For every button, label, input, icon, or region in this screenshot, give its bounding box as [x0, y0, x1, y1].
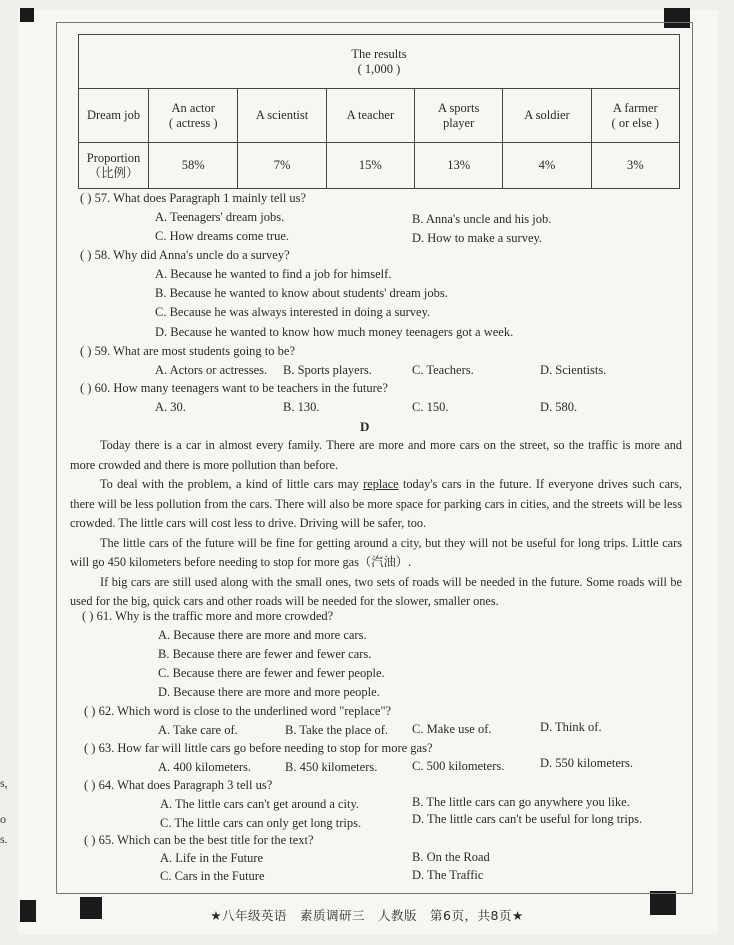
option-57-b[interactable]: B. Anna's uncle and his job.: [412, 212, 552, 226]
option-62-d[interactable]: D. Think of.: [540, 720, 602, 734]
job-name-extra: player: [443, 115, 475, 130]
question-58-stem: ( ) 58. Why did Anna's uncle do a survey?: [80, 248, 290, 262]
option-63-c[interactable]: C. 500 kilometers.: [412, 759, 505, 773]
proportion-value: 3%: [591, 143, 679, 189]
job-name: A farmer: [612, 100, 658, 115]
job-cell: [149, 89, 238, 143]
option-65-b[interactable]: B. On the Road: [412, 850, 490, 864]
option-64-a[interactable]: A. The little cars can't get around a city.: [160, 797, 360, 811]
job-name: A soldier: [524, 108, 570, 122]
job-name: A scientist: [255, 108, 309, 122]
option-57-d[interactable]: D. How to make a survey.: [412, 231, 543, 245]
option-65-a[interactable]: A. Life in the Future: [160, 851, 264, 865]
question-60-stem: ( ) 60. How many teenagers want to be teachers in the future?: [80, 381, 388, 395]
option-64-b[interactable]: B. The little cars can go anywhere you like.: [412, 795, 630, 809]
margin-mark: s.: [0, 832, 8, 846]
option-58-c[interactable]: C. Because he was always interested in doing a survey.: [155, 305, 431, 319]
paragraph-2: [70, 475, 682, 534]
question-61-stem: ( ) 61. Why is the traffic more and more crowded?: [82, 609, 334, 623]
option-63-b[interactable]: B. 450 kilometers.: [285, 760, 378, 774]
option-59-a[interactable]: A. Actors or actresses.: [155, 363, 268, 377]
paragraph-2-after: today's cars in the future. If everyone drives such cars, there will be less pollution from the cars. There will also be more space for parking cars in cities, and the streets will be less crowded. The little cars will cost less to drive. Driving will be safer, too.: [70, 477, 682, 530]
job-name: A sports: [437, 100, 480, 115]
option-57-c[interactable]: C. How dreams come true.: [155, 229, 289, 243]
option-62-a[interactable]: A. Take care of.: [158, 723, 238, 737]
option-57-a[interactable]: A. Teenagers' dream jobs.: [155, 210, 285, 224]
question-65-stem: ( ) 65. Which can be the best title for the text?: [84, 833, 314, 847]
option-60-c[interactable]: C. 150.: [412, 400, 449, 414]
job-name-extra: ( or else ): [611, 115, 660, 130]
row-header-dream-job: Dream job: [79, 89, 149, 143]
option-60-d[interactable]: D. 580.: [540, 400, 578, 414]
option-59-d[interactable]: D. Scientists.: [540, 363, 607, 377]
option-59-b[interactable]: B. Sports players.: [283, 363, 372, 377]
job-cell: [326, 89, 414, 143]
question-64-stem: ( ) 64. What does Paragraph 3 tell us?: [84, 778, 273, 792]
option-62-c[interactable]: C. Make use of.: [412, 722, 492, 736]
proportion-value: 15%: [326, 143, 414, 189]
margin-mark: s,: [0, 776, 8, 790]
job-cell: [591, 89, 679, 143]
paragraph-2-before: To deal with the problem, a kind of little cars may: [100, 477, 364, 491]
question-57-stem: ( ) 57. What does Paragraph 1 mainly tell us?: [80, 191, 307, 205]
option-65-c[interactable]: C. Cars in the Future: [160, 869, 265, 883]
proportion-label: Proportion: [86, 150, 141, 165]
option-62-b[interactable]: B. Take the place of.: [285, 723, 389, 737]
option-61-a[interactable]: A. Because there are more and more cars.: [158, 628, 367, 642]
table-subtitle: ( 1,000 ): [357, 61, 401, 76]
option-65-d[interactable]: D. The Traffic: [412, 868, 484, 882]
option-58-a[interactable]: A. Because he wanted to find a job for himself.: [155, 267, 392, 281]
option-60-b[interactable]: B. 130.: [283, 400, 320, 414]
option-61-c[interactable]: C. Because there are fewer and fewer people.: [158, 666, 385, 680]
table-title-cell: [79, 35, 680, 89]
option-63-a[interactable]: A. 400 kilometers.: [158, 760, 252, 774]
table-title: The results: [351, 46, 407, 61]
proportion-label-cn: （比例）: [88, 165, 139, 180]
underlined-word: replace: [363, 477, 399, 491]
option-64-d[interactable]: D. The little cars can't be useful for long trips.: [412, 812, 643, 826]
row-header-proportion: [79, 143, 149, 189]
job-cell: [415, 89, 503, 143]
job-name: A teacher: [346, 108, 395, 122]
option-60-a[interactable]: A. 30.: [155, 400, 186, 414]
section-heading: D: [360, 419, 370, 434]
paragraph-3: The little cars of the future will be fine for getting around a city, but they will not be useful for long trips. Little cars will go 450 kilometers before needing to stop for more gas（汽油）.: [70, 535, 682, 569]
proportion-value: 7%: [238, 143, 326, 189]
question-62-stem: ( ) 62. Which word is close to the underlined word "replace"?: [84, 704, 392, 718]
proportion-value: 58%: [149, 143, 238, 189]
job-name-extra: ( actress ): [168, 115, 218, 130]
page-footer: ★八年级英语 素质调研三 人教版 第6页，共8页★: [210, 908, 524, 923]
job-cell: [238, 89, 326, 143]
reading-passage: [70, 436, 682, 612]
corner-mark-top-left: [20, 8, 34, 22]
results-table: [78, 34, 680, 189]
option-63-d[interactable]: D. 550 kilometers.: [540, 756, 634, 770]
proportion-value: 13%: [415, 143, 503, 189]
option-61-d[interactable]: D. Because there are more and more people.: [158, 685, 380, 699]
proportion-value: 4%: [503, 143, 591, 189]
paragraph-4: If big cars are still used along with the small ones, two sets of roads will be needed in the future. Some roads will be used for the big, quick cars and other roads will be needed for the slower, smaller ones.: [70, 574, 682, 608]
margin-mark: o: [0, 812, 6, 826]
paragraph-1: Today there is a car in almost every family. There are more and more cars on the street, so the traffic is more and more crowded and there is more pollution than before.: [70, 438, 682, 472]
option-59-c[interactable]: C. Teachers.: [412, 363, 474, 377]
question-59-stem: ( ) 59. What are most students going to be?: [80, 344, 296, 358]
question-63-stem: ( ) 63. How far will little cars go before needing to stop for more gas?: [84, 741, 433, 755]
job-name: An actor: [171, 100, 215, 115]
job-cell: [503, 89, 591, 143]
option-58-d[interactable]: D. Because he wanted to know how much money teenagers got a week.: [155, 325, 514, 339]
option-64-c[interactable]: C. The little cars can only get long trips.: [160, 816, 362, 830]
option-58-b[interactable]: B. Because he wanted to know about students' dream jobs.: [155, 286, 448, 300]
option-61-b[interactable]: B. Because there are fewer and fewer cars.: [158, 647, 372, 661]
